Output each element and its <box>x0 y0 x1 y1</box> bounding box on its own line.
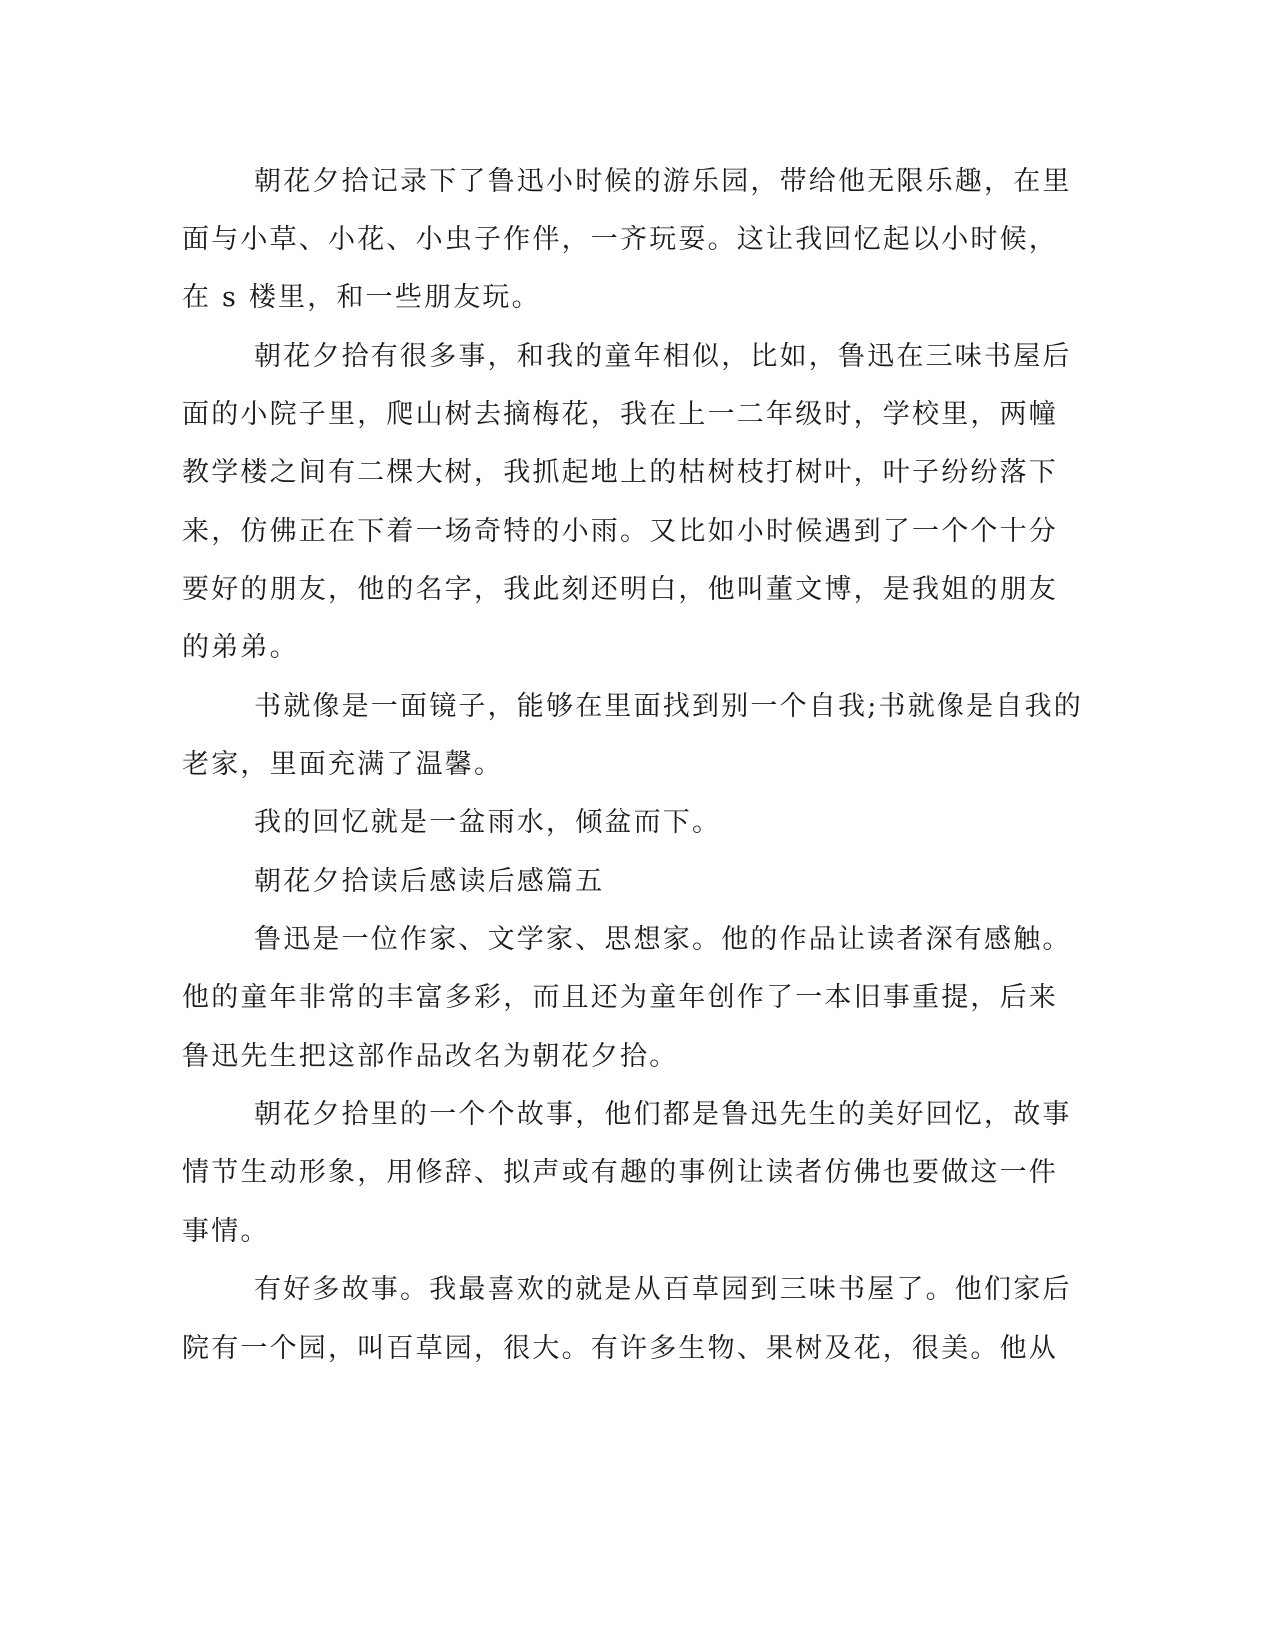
section-heading: 朝花夕拾读后感读后感篇五 <box>254 866 605 897</box>
text-line-20: 有好多故事。我最喜欢的就是从百草园到三味书屋了。他们家后 <box>254 1274 1072 1305</box>
text-line-7: 来，仿佛正在下着一场奇特的小雨。又比如小时候遇到了一个个十分 <box>182 516 1058 547</box>
text-line-6: 教学楼之间有二棵大树，我抓起地上的枯树枝打树叶，叶子纷纷落下 <box>182 457 1058 488</box>
text-line-18: 情节生动形象，用修辞、拟声或有趣的事例让读者仿佛也要做这一件 <box>182 1157 1058 1188</box>
text-line-3: 在 s 楼里，和一些朋友玩。 <box>182 282 541 313</box>
text-line-15: 他的童年非常的丰富多彩，而且还为童年创作了一本旧事重提，后来 <box>182 982 1058 1013</box>
text-line-5: 面的小院子里，爬山树去摘梅花，我在上一二年级时，学校里，两幢 <box>182 399 1058 430</box>
text-line-14: 鲁迅是一位作家、文学家、思想家。他的作品让读者深有感触。 <box>254 924 1072 955</box>
text-line-2: 面与小草、小花、小虫子作伴，一齐玩耍。这让我回忆起以小时候， <box>182 224 1058 255</box>
text-line-10: 书就像是一面镜子，能够在里面找到别一个自我;书就像是自我的 <box>254 691 1083 722</box>
text-line-9: 的弟弟。 <box>182 632 299 663</box>
text-line-21: 院有一个园，叫百草园，很大。有许多生物、果树及花，很美。他从 <box>182 1333 1058 1364</box>
text-line-8: 要好的朋友，他的名字，我此刻还明白，他叫董文博，是我姐的朋友 <box>182 574 1058 605</box>
text-line-11: 老家，里面充满了温馨。 <box>182 749 504 780</box>
text-line-12: 我的回忆就是一盆雨水，倾盆而下。 <box>254 807 722 838</box>
text-line-16: 鲁迅先生把这部作品改名为朝花夕拾。 <box>182 1041 679 1072</box>
text-line-4: 朝花夕拾有很多事，和我的童年相似，比如，鲁迅在三味书屋后 <box>254 341 1072 372</box>
text-line-1: 朝花夕拾记录下了鲁迅小时候的游乐园，带给他无限乐趣，在里 <box>254 166 1072 197</box>
text-line-17: 朝花夕拾里的一个个故事，他们都是鲁迅先生的美好回忆，故事 <box>254 1099 1072 1130</box>
text-line-19: 事情。 <box>182 1216 270 1247</box>
